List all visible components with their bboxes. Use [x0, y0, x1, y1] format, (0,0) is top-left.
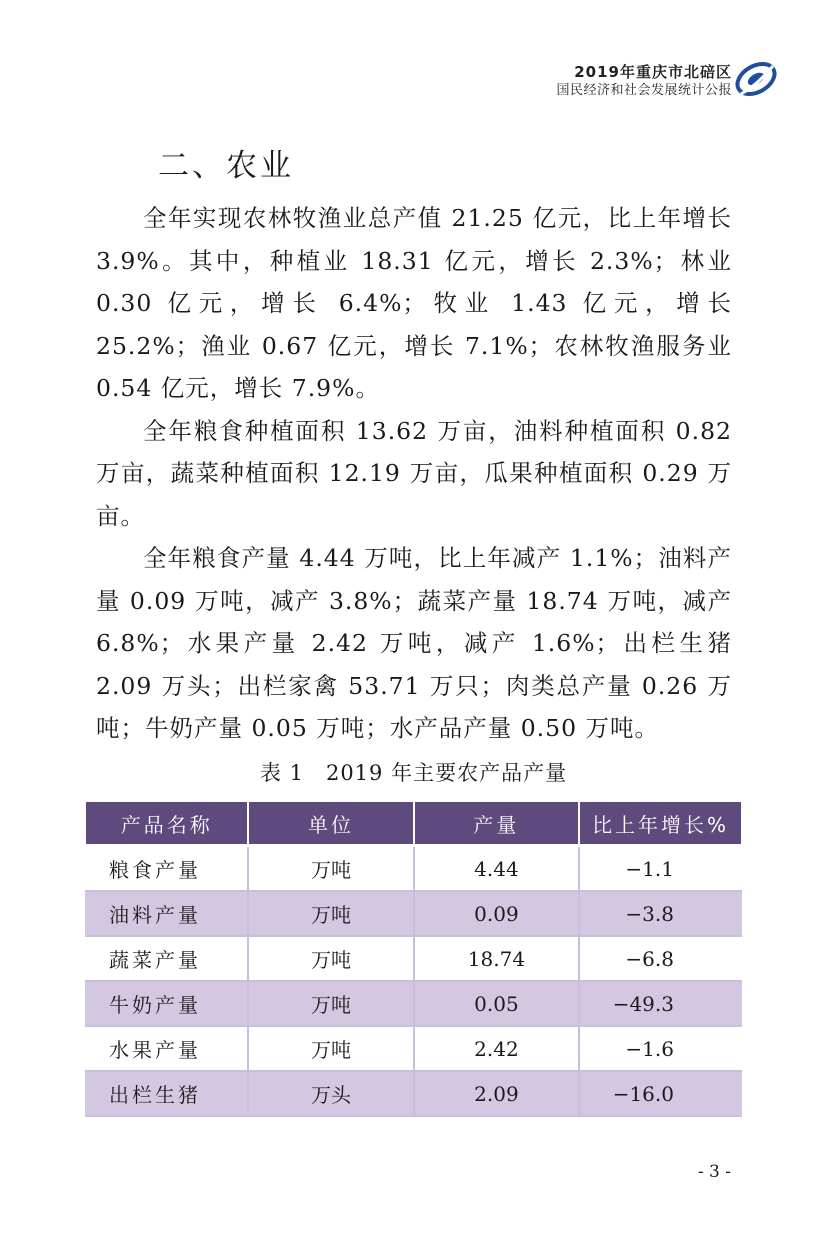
body-text [96, 197, 732, 750]
header-title-line1: 2019年重庆市北碚区 [574, 63, 732, 81]
logo-icon [733, 56, 779, 102]
unit-cell: 万吨 [248, 891, 413, 936]
product-name-cell: 水果产量 [85, 1026, 248, 1071]
growth-cell: −3.8 [579, 891, 742, 936]
product-name-cell: 蔬菜产量 [85, 936, 248, 981]
table-row [85, 936, 742, 981]
column-header: 单位 [248, 802, 413, 846]
output-cell: 0.09 [414, 891, 579, 936]
paragraph-output-value: 全年实现农林牧渔业总产值 21.25 亿元，比上年增长 3.9%。其中，种植业 18.31 亿元，增长 2.3%；林业 0.30 亿元，增长 6.4%；牧业 1.43 亿元，增长 25.2%；渔业 0.67 亿元，增长 7.1%；农林牧渔服务业 0.54 亿元，增长 7.9%。 [96, 204, 732, 402]
output-cell: 0.05 [414, 981, 579, 1026]
product-name-cell: 牛奶产量 [85, 981, 248, 1026]
product-name-cell: 油料产量 [85, 891, 248, 936]
growth-cell: −16.0 [579, 1071, 742, 1116]
table-row [85, 846, 742, 892]
column-header: 产品名称 [85, 802, 248, 846]
unit-cell: 万吨 [248, 981, 413, 1026]
report-header [556, 62, 732, 100]
agri-products-table [84, 802, 743, 1117]
growth-cell: −49.3 [579, 981, 742, 1026]
paragraph-planting-area: 全年粮食种植面积 13.62 万亩，油料种植面积 0.82 万亩，蔬菜种植面积 12.19 万亩，瓜果种植面积 0.29 万亩。 [96, 416, 732, 530]
page-number: - 3 - [697, 1162, 731, 1182]
product-name-cell: 粮食产量 [85, 846, 248, 892]
paragraph-production: 全年粮食产量 4.44 万吨，比上年减产 1.1%；油料产量 0.09 万吨，减产 3.8%；蔬菜产量 18.74 万吨，减产 6.8%；水果产量 2.42 万吨，减产 1.6%；出栏生猪 2.09 万头；出栏家禽 53.71 万只；肉类总产量 0.26 万吨；牛奶产量 0.05 万吨；水产品产量 0.50 万吨。 [96, 544, 732, 742]
output-cell: 2.09 [414, 1071, 579, 1116]
unit-cell: 万吨 [248, 936, 413, 981]
output-cell: 18.74 [414, 936, 579, 981]
table-row [85, 1071, 742, 1116]
column-header: 比上年增长% [579, 802, 742, 846]
unit-cell: 万吨 [248, 1026, 413, 1071]
section-title: 二、农业 [158, 148, 294, 184]
growth-cell: −6.8 [579, 936, 742, 981]
column-header: 产量 [414, 802, 579, 846]
unit-cell: 万吨 [248, 846, 413, 892]
output-cell: 4.44 [414, 846, 579, 892]
table-row [85, 891, 742, 936]
output-cell: 2.42 [414, 1026, 579, 1071]
table-title: 表 1 2019 年主要农产品产量 [259, 761, 568, 785]
table-row [85, 1026, 742, 1071]
header-title-line2: 国民经济和社会发展统计公报 [556, 83, 732, 98]
table-row [85, 981, 742, 1026]
product-name-cell: 出栏生猪 [85, 1071, 248, 1116]
table-header-row [85, 802, 742, 846]
growth-cell: −1.6 [579, 1026, 742, 1071]
growth-cell: −1.1 [579, 846, 742, 892]
unit-cell: 万头 [248, 1071, 413, 1116]
